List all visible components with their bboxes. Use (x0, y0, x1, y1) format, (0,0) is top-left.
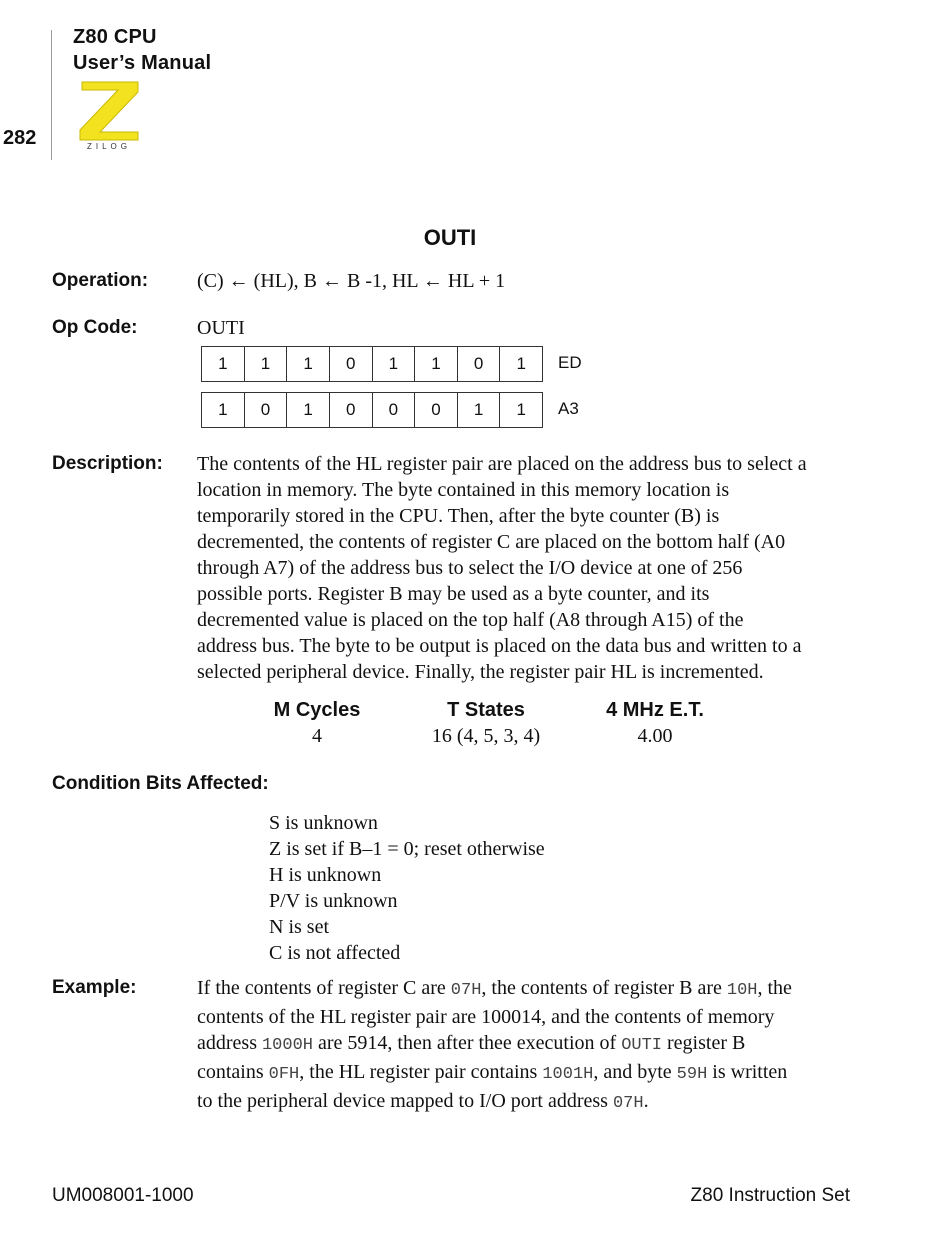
timing-header-t-states: T States (447, 699, 525, 721)
opcode-bit: 1 (202, 393, 245, 427)
example-code: 10H (726, 981, 758, 1000)
example-segment: is written (707, 1061, 788, 1083)
timing-header-et: 4 MHz E.T. (606, 699, 704, 721)
description-line: selected peripheral device. Finally, the register pair HL is incremented. (197, 661, 764, 683)
opcode-bit: 1 (202, 347, 245, 381)
opcode-bit: 1 (287, 393, 330, 427)
opcode-label: Op Code: (52, 317, 138, 338)
condition-bit-item: N is set (269, 916, 329, 938)
footer-doc-id: UM008001-1000 (52, 1185, 194, 1206)
description-text (197, 451, 857, 685)
opcode-byte-2 (201, 392, 543, 428)
condition-bit-item: Z is set if B–1 = 0; reset otherwise (269, 838, 545, 860)
zilog-logo (76, 80, 142, 150)
manual-title-line2: User’s Manual (73, 52, 212, 74)
example-code: OUTI (621, 1036, 663, 1055)
description-line: decremented, the contents of register C are placed on the bottom half (A0 (197, 531, 786, 553)
example-text (197, 975, 862, 1117)
opcode-hex-1: ED (558, 353, 582, 372)
example-segment: , the HL register pair contains (299, 1061, 543, 1083)
opcode-bit: 1 (458, 393, 501, 427)
opcode-bit: 1 (415, 347, 458, 381)
opcode-bit: 1 (516, 400, 526, 419)
opcode-bit: 0 (373, 393, 416, 427)
timing-value-et: 4.00 (637, 725, 673, 747)
operation-text: (C) ← (HL), B ← B -1, HL ← HL + 1 (197, 270, 506, 292)
opcode-bit: 0 (330, 393, 373, 427)
condition-bit-item: P/V is unknown (269, 890, 398, 912)
opcode-hex-2: A3 (558, 399, 579, 418)
condition-bits-label: Condition Bits Affected: (52, 773, 269, 794)
logo-wordmark: ZILOG (86, 142, 132, 150)
manual-title-line1: Z80 CPU (73, 26, 157, 48)
footer-section: Z80 Instruction Set (690, 1185, 850, 1206)
opcode-bit: 1 (373, 347, 416, 381)
timing-value-t-states: 16 (4, 5, 3, 4) (431, 725, 541, 747)
example-code: 0FH (268, 1065, 300, 1084)
example-line (197, 1030, 862, 1059)
opcode-bit: 0 (458, 347, 501, 381)
opcode-bit: 0 (415, 393, 458, 427)
example-line (197, 1088, 862, 1117)
condition-bit-item: S is unknown (269, 812, 378, 834)
example-segment: contents of the HL register pair are 100014, and the contents of memory (197, 1006, 775, 1028)
example-segment: register B (662, 1032, 746, 1054)
example-segment: . (643, 1090, 649, 1112)
timing-value-m-cycles: 4 (312, 725, 322, 747)
description-line: through A7) of the address bus to select the I/O device at one of 256 (197, 557, 743, 579)
description-line: decremented value is placed on the top half (A8 through A15) of the (197, 609, 744, 631)
example-code: 07H (450, 981, 482, 1000)
example-segment: contains (197, 1061, 269, 1083)
condition-bit-item: C is not affected (269, 942, 401, 964)
instruction-title: OUTI (423, 225, 477, 250)
example-segment: , and byte (593, 1061, 677, 1083)
operation-label: Operation: (52, 270, 149, 291)
description-label: Description: (52, 453, 163, 474)
description-line: temporarily stored in the CPU. Then, after the byte counter (B) is (197, 505, 720, 527)
opcode-byte-1 (201, 346, 543, 382)
opcode-bit: 0 (245, 393, 288, 427)
header-divider (51, 30, 52, 160)
description-line: possible ports. Register B may be used as a byte counter, and its (197, 583, 710, 605)
condition-bit-item: H is unknown (269, 864, 382, 886)
example-line (197, 1059, 862, 1088)
example-label: Example: (52, 977, 137, 998)
example-segment: , the contents of register B are (481, 977, 727, 999)
example-segment: If the contents of register C are (197, 977, 451, 999)
timing-header-m-cycles: M Cycles (273, 699, 361, 721)
example-code: 1001H (542, 1065, 594, 1084)
description-line: address bus. The byte to be output is placed on the data bus and written to a (197, 635, 802, 657)
condition-bits-list (269, 810, 545, 966)
opcode-bit: 0 (330, 347, 373, 381)
example-segment: to the peripheral device mapped to I/O port address (197, 1090, 613, 1112)
example-segment: are 5914, then after thee execution of (313, 1032, 622, 1054)
zilog-z-icon (76, 80, 142, 150)
page-number: 282 (3, 127, 37, 149)
example-code: 1000H (261, 1036, 313, 1055)
description-line: location in memory. The byte contained in this memory location is (197, 479, 730, 501)
opcode-bit: 1 (287, 347, 330, 381)
example-segment: , the (757, 977, 792, 999)
example-segment: address (197, 1032, 262, 1054)
example-code: 07H (612, 1094, 644, 1113)
opcode-bit: 1 (516, 354, 526, 373)
opcode-bit: 1 (245, 347, 288, 381)
example-line (197, 1004, 862, 1030)
opcode-mnemonic: OUTI (197, 317, 245, 339)
description-line: The contents of the HL register pair are placed on the address bus to select a (197, 453, 807, 475)
example-line (197, 975, 862, 1004)
example-code: 59H (676, 1065, 708, 1084)
